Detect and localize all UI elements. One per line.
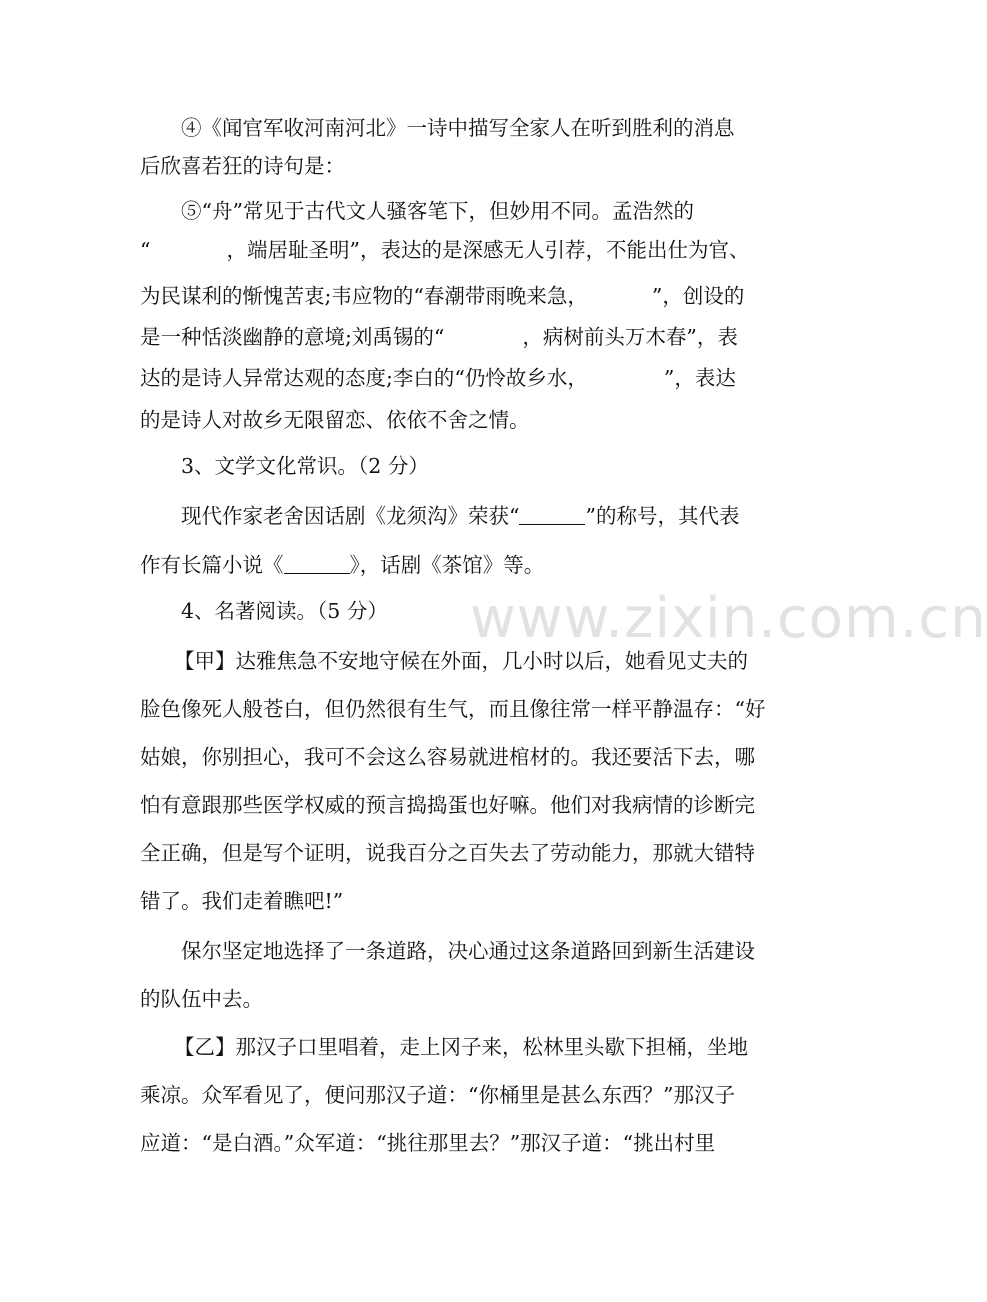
- section-3-line-1-end: ”的称号，其代表: [585, 504, 740, 528]
- yi-line-3: 应道：“是白酒。”众军道：“挑往那里去？”那汉子道：“挑出村里: [140, 1131, 716, 1155]
- q4-line-1: ④《闻官军收河南河北》一诗中描写全家人在听到胜利的消息: [181, 116, 735, 140]
- q5-line-2-open-quote: “: [140, 238, 151, 262]
- q5-line-2-text: ，端居耻圣明”，表达的是深感无人引荐，不能出仕为官、: [226, 238, 750, 262]
- q5-line-3-text: 为民谋利的惭愧苦衷;韦应物的“春潮带雨晚来急，: [140, 284, 588, 308]
- q5-line-4-end: ，病树前头万木春”，表: [522, 325, 738, 349]
- jia-line-2: 脸色像死人般苍白，但仍然很有生气，而且像往常一样平静温存：“好: [140, 697, 766, 721]
- yi-line-2: 乘凉。众军看见了，便问那汉子道：“你桶里是甚么东西？”那汉子: [140, 1083, 735, 1107]
- q5-line-4: [140, 318, 790, 356]
- jia-line-1: 【甲】达雅焦急不安地守候在外面，几小时以后，她看见丈夫的: [174, 649, 748, 673]
- jia-line-4: 怕有意跟那些医学权威的预言捣捣蛋也好嘛。他们对我病情的诊断完: [140, 793, 755, 817]
- jia2-line-2: 的队伍中去。: [140, 987, 263, 1011]
- q5-line-3: [140, 277, 790, 315]
- q5-line-5-end: ”，表达: [663, 366, 736, 390]
- q5-line-1: ⑤“舟”常见于古代文人骚客笔下，但妙用不同。孟浩然的: [181, 199, 694, 223]
- answer-blank-1[interactable]: [519, 502, 585, 525]
- q5-line-2: [140, 231, 790, 269]
- q5-line-3-end: ”，创设的: [651, 284, 745, 308]
- watermark: www.zixin.com.cn: [470, 586, 987, 651]
- section-4-heading: 4、名著阅读。（5 分）: [181, 599, 388, 623]
- q4-line-2: 后欣喜若狂的诗句是：: [140, 154, 345, 178]
- q5-line-5-text: 达的是诗人异常达观的态度;李白的“仍怜故乡水，: [140, 366, 588, 390]
- q5-line-6: 的是诗人对故乡无限留恋、依依不舍之情。: [140, 408, 530, 432]
- jia-line-3: 姑娘，你别担心，我可不会这么容易就进棺材的。我还要活下去，哪: [140, 745, 755, 769]
- section-3-line-1-text: 现代作家老舍因话剧《龙须沟》荣获“: [181, 504, 520, 528]
- q5-line-5: [140, 359, 790, 397]
- section-3-line-2-text: 作有长篇小说《: [140, 553, 284, 577]
- section-3-line-2: [140, 546, 790, 584]
- section-3-line-1: [140, 497, 790, 535]
- jia-line-6: 错了。我们走着瞧吧!”: [140, 889, 344, 913]
- jia2-line-1: 保尔坚定地选择了一条道路，决心通过这条道路回到新生活建设: [181, 939, 755, 963]
- answer-blank-2[interactable]: [284, 551, 350, 574]
- jia-line-5: 全正确，但是写个证明，说我百分之百失去了劳动能力，那就大错特: [140, 841, 755, 865]
- section-3-heading: 3、文学文化常识。（2 分）: [181, 454, 429, 478]
- yi-line-1: 【乙】那汉子口里唱着，走上冈子来，松林里头歇下担桶，坐地: [174, 1035, 748, 1059]
- q5-line-4-text: 是一种恬淡幽静的意境;刘禹锡的“: [140, 325, 445, 349]
- section-3-line-2-end: 》，话剧《茶馆》等。: [349, 553, 545, 577]
